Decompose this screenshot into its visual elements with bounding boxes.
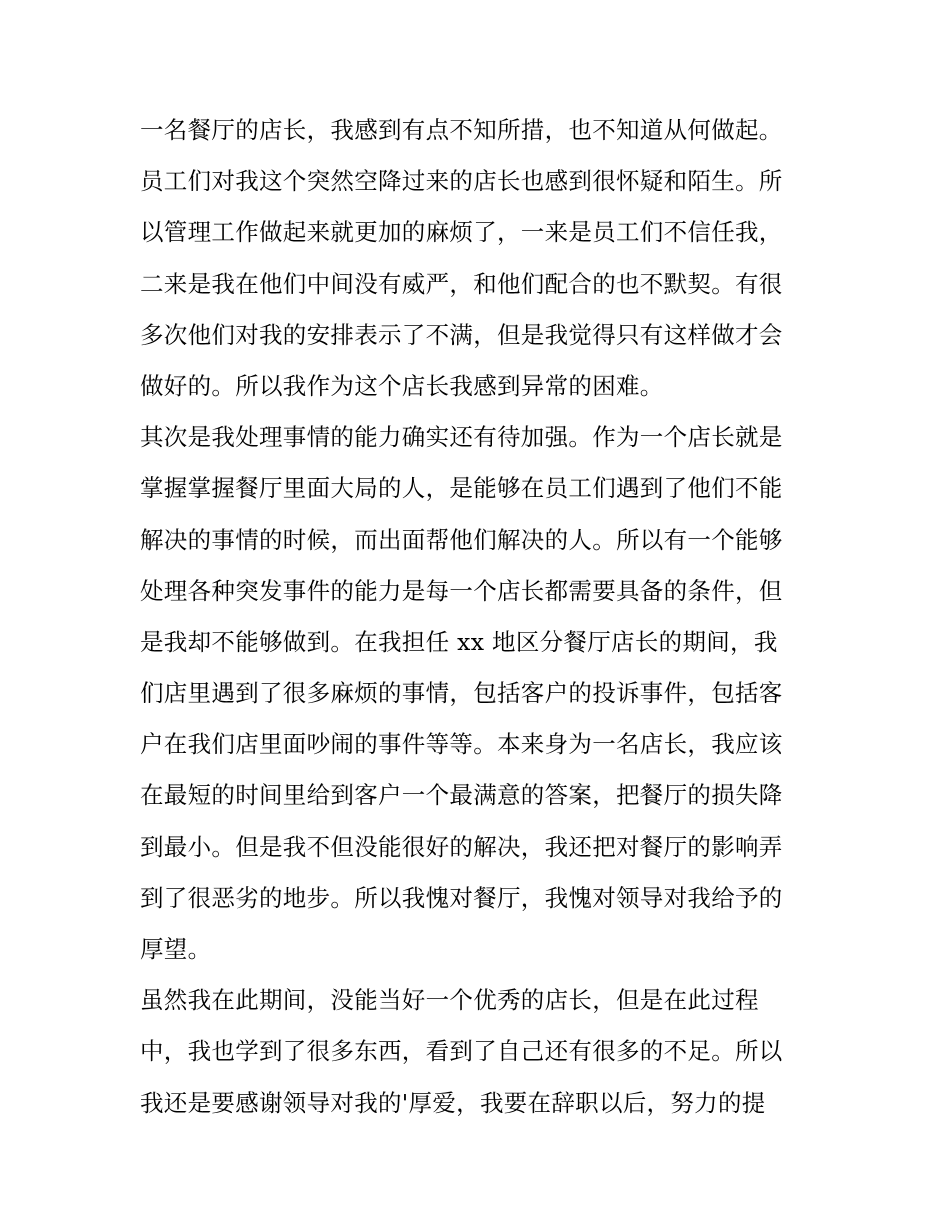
text-line: 掌握掌握餐厅里面大局的人，是能够在员工们遇到了他们不能 <box>140 474 783 503</box>
text-line: 们店里遇到了很多麻烦的事情，包括客户的投诉事件，包括客 <box>140 679 783 708</box>
text-line: 多次他们对我的安排表示了不满，但是我觉得只有这样做才会 <box>140 320 783 349</box>
text-line: 处理各种突发事件的能力是每一个店长都需要具备的条件，但 <box>140 576 783 605</box>
text-line: 中，我也学到了很多东西，看到了自己还有很多的不足。所以 <box>140 1037 783 1066</box>
text-line: 员工们对我这个突然空降过来的店长也感到很怀疑和陌生。所 <box>140 167 783 196</box>
text-line: 是我却不能够做到。在我担任 xx 地区分餐厅店长的期间，我 <box>140 627 778 656</box>
text-line: 到最小。但是我不但没能很好的解决，我还把对餐厅的影响弄 <box>140 832 783 861</box>
text-line: 以管理工作做起来就更加的麻烦了，一来是员工们不信任我， <box>140 218 783 247</box>
text-line: 做好的。所以我作为这个店长我感到异常的困难。 <box>140 371 664 400</box>
text-line: 到了很恶劣的地步。所以我愧对餐厅，我愧对领导对我给予的 <box>140 883 783 912</box>
text-line: 解决的事情的时候，而出面帮他们解决的人。所以有一个能够 <box>140 525 783 554</box>
text-line: 我还是要感谢领导对我的'厚爱，我要在辞职以后，努力的提 <box>140 1088 766 1117</box>
text-line: 一名餐厅的店长，我感到有点不知所措，也不知道从何做起。 <box>140 116 783 144</box>
text-line: 虽然我在此期间，没能当好一个优秀的店长，但是在此过程 <box>140 986 759 1015</box>
text-line: 厚望。 <box>140 935 212 963</box>
letter-body <box>140 105 820 1129</box>
text-line: 在最短的时间里给到客户一个最满意的答案，把餐厅的损失降 <box>140 781 783 810</box>
text-line: 二来是我在他们中间没有威严，和他们配合的也不默契。有很 <box>140 269 783 298</box>
text-line: 户在我们店里面吵闹的事件等等。本来身为一名店长，我应该 <box>140 730 783 759</box>
text-line: 其次是我处理事情的能力确实还有待加强。作为一个店长就是 <box>140 423 783 452</box>
